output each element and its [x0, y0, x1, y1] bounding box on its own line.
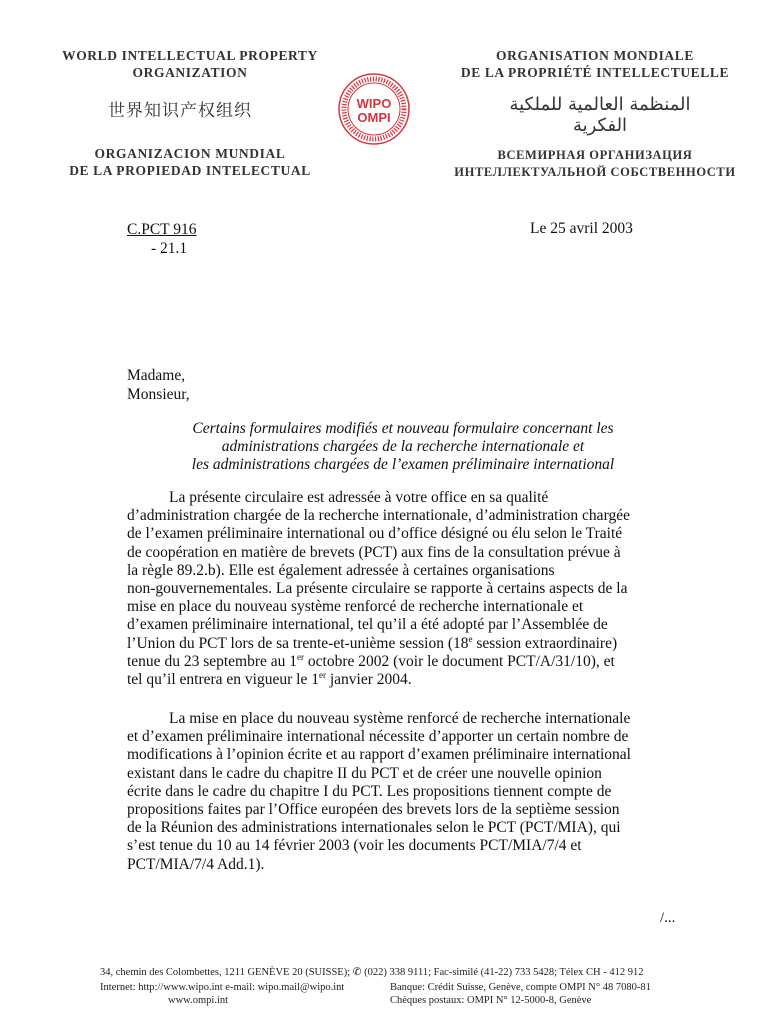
reference-subcode: - 21.1	[151, 240, 188, 257]
header-russian: ВСЕМИРНАЯ ОРГАНИЗАЦИЯ ИНТЕЛЛЕКТУАЛЬНОЙ СОБСТВЕННОСТИ	[454, 148, 736, 179]
wipo-ompi-seal	[337, 72, 411, 146]
letter-date: Le 25 avril 2003	[530, 220, 633, 237]
header-spanish: ORGANIZACION MUNDIAL DE LA PROPIEDAD INTELECTUAL	[69, 146, 311, 178]
header-arabic: المنظمة العالمية للملكية الفكرية	[509, 94, 691, 136]
footer-postal: Chèques postaux: OMPI N° 12-5000-8, Genève	[390, 995, 592, 1006]
footer-bank: Banque: Crédit Suisse, Genève, compte OMPI N° 48 7080-81	[390, 982, 651, 993]
seal-text-top: WIPO	[356, 96, 392, 111]
subject-heading: Certains formulaires modifiés et nouveau formulaire concernant les administrations chargées de la recherche internationale et les administrations chargées de l’examen préliminaire international	[191, 420, 615, 473]
reference-code: C.PCT 916	[127, 221, 197, 238]
paragraph-1: La présente circulaire est adressée à votre office en sa qualité d’administration chargée de la recherche internationale, d’administration chargée de l’examen préliminaire international ou d’office désigné ou élu selon le Traité de coopération en matière de brevets (PCT) aux fins de la consultation prévue à la règle 89.2.b). Elle est également adressée à certaines organisations non-gouvernementales. La présente circulaire se rapporte à certains aspects de la mise en place du nouveau système renforcé de recherche internationale et d’examen préliminaire international, tel qu’il a été adopté par l’Assemblée de l’Union du PCT lors de sa trente-et-unième session (18e session extraordinaire) tenue du 23 septembre au 1er octobre 2002 (voir le document PCT/A/31/10), et tel qu’il entrera en vigueur le 1er janvier 2004.	[127, 489, 630, 689]
continuation-marker: /...	[660, 910, 676, 926]
seal-text-bottom: OMPI	[357, 110, 391, 125]
salutation: Madame, Monsieur,	[127, 367, 190, 403]
header-french: ORGANISATION MONDIALE DE LA PROPRIÉTÉ INTELLECTUELLE	[460, 48, 730, 80]
footer-address: 34, chemin des Colombettes, 1211 GENÈVE 20 (SUISSE); ✆ (022) 338 9111; Fac-similé (41-22) 733 5428; Télex CH - 412 912	[100, 967, 644, 978]
header-chinese: 世界知识产权组织	[108, 101, 252, 121]
paragraph-2: La mise en place du nouveau système renforcé de recherche internationale et d’examen préliminaire international nécessite d’apporter un certain nombre de modifications à l’opinion écrite et au rapport d’examen préliminaire international existant dans le cadre du chapitre II du PCT et de créer une nouvelle opinion écrite dans le cadre du chapitre I du PCT. Les propositions tiennent compte de propositions faites par l’Office européen des brevets lors de la septième session de la Réunion des administrations internationales selon le PCT (PCT/MIA), qui s’est tenue du 10 au 14 février 2003 (voir les documents PCT/MIA/7/4 et PCT/MIA/7/4 Add.1).	[127, 710, 631, 873]
header-english: WORLD INTELLECTUAL PROPERTY ORGANIZATION	[62, 48, 318, 80]
footer-internet: Internet: http://www.wipo.int e-mail: wipo.mail@wipo.int	[100, 982, 345, 993]
circular-reference	[127, 220, 197, 258]
footer-website: www.ompi.int	[168, 995, 228, 1006]
